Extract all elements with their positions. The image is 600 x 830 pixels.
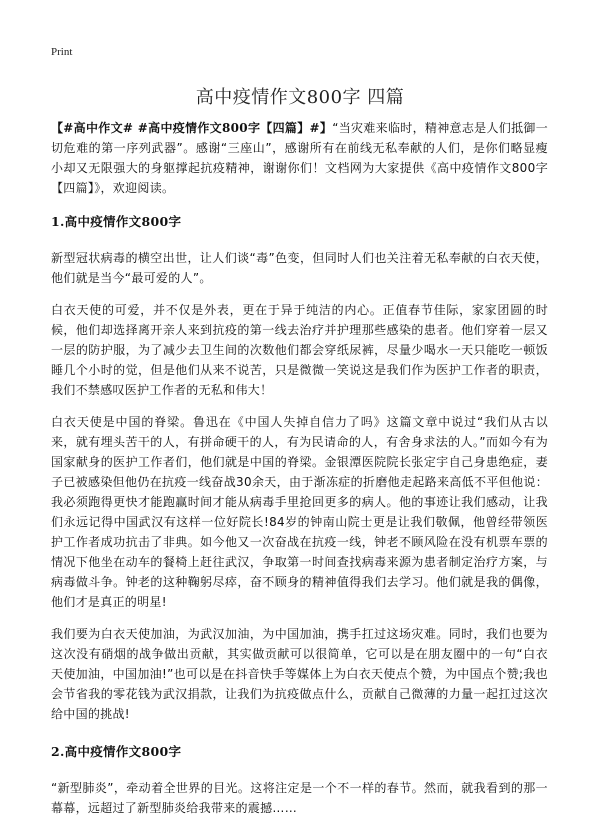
intro-tag: 【#高中作文# #高中疫情作文800字【四篇】#】 bbox=[51, 121, 333, 135]
section-1-paragraph-4: 我们要为白衣天使加油，为武汉加油，为中国加油，携手扛过这场灾难。同时，我们也要为这次没有硝烟的战争做出贡献，其实做贡献可以很简单，它可以是在朋友圈中的一句“白衣天使加油，中国加油!”也可以是在抖音快手等媒体上为白衣天使点个赞，为中国点个赞;我也会节省我的零花钱为武汉捐款，让我们为抗疫做点什么，贡献自己微薄的力量一起扛过这次给中国的挑战! bbox=[51, 627, 548, 721]
section-heading-2: 2.高中疫情作文800字 bbox=[51, 744, 182, 759]
print-link[interactable]: Print bbox=[51, 46, 73, 58]
article-body bbox=[51, 118, 548, 830]
section-1-paragraph-1: 新型冠状病毒的横空出世，让人们谈“毒”色变，但同时人们也关注着无私奉献的白衣天使，他们就是当今“最可爱的人”。 bbox=[51, 251, 548, 285]
section-1-paragraph-2: 白衣天使的可爱，并不仅是外表，更在于异于纯洁的内心。正值春节佳际，家家团圆的时候，他们却选择离开亲人来到抗疫的第一线去治疗并护理那些感染的患者。他们穿着一层又一层的防护服，为了减少去卫生间的次数他们都会穿纸尿裤，尽量少喝水一天只能吃一顿饭睡几个小时的觉，但是他们从来不说苦，只是微微一笑说这是我们作为医护工作者的职责，我们不禁感叹医护工作者的无私和伟大！ bbox=[51, 303, 548, 397]
intro-text: “当灾难来临时，精神意志是人们抵御一切危难的第一序列武器”。感谢“三座山”，感谢所有在前线无私奉献的人们，是你们略显瘦小却又无限强大的身躯撑起抗疫精神，谢谢你们！文档网为大家提供《高中疫情作文800字【四篇】》，欢迎阅读。 bbox=[51, 121, 548, 195]
page-title: 高中疫情作文800字 四篇 bbox=[195, 87, 405, 108]
section-1-paragraph-3: 白衣天使是中国的脊梁。鲁迅在《中国人失掉自信力了吗》这篇文章中说过“我们从古以来，就有埋头苦干的人，有拼命硬干的人，有为民请命的人，有舍身求法的人。”而如今有为国家献身的医护工作者们，他们就是中国的脊梁。金银潭医院院长张定宇自己身患绝症，妻子已被感染但他仍在抗疫一线奋战30余天，由于渐冻症的折磨他走起路来高低不平但他说：我必须跑得更快才能跑赢时间才能从病毒手里抢回更多的病人。他的事迹让我们感动，让我们永远记得中国武汉有这样一位好院长!84岁的钟南山院士更是让我们敬佩，他曾经带领医护工作者成功抗击了非典。如今他又一次奋战在抗疫一线，钟老不顾风险在没有机票车票的情况下他坐在动车的餐椅上赶往武汉，争取第一时间查找病毒来源为患者制定治疗方案，与病毒做斗争。钟老的这种鞠躬尽瘁，奋不顾身的精神值得我们去学习。他们就是我的偶像，他们才是真正的明星! bbox=[51, 415, 548, 609]
section-2-paragraph-1: “新型肺炎”，牵动着全世界的目光。这将注定是一个不一样的春节。然而，就我看到的那一幕幕，远超过了新型肺炎给我带来的震撼…… bbox=[51, 781, 548, 815]
intro-paragraph bbox=[51, 118, 548, 198]
section-heading-1: 1.高中疫情作文800字 bbox=[51, 214, 182, 229]
